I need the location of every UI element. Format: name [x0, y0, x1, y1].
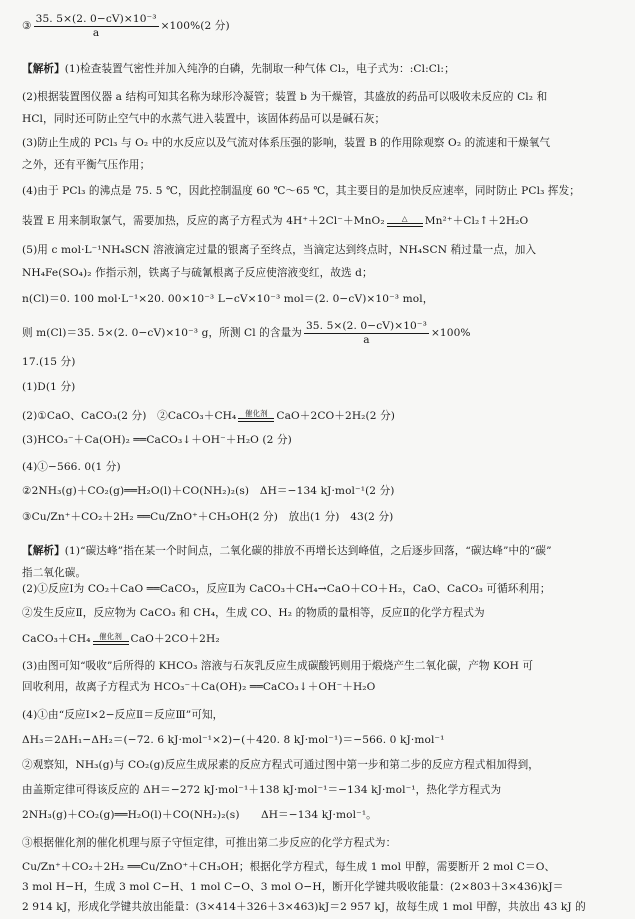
- text-line-l08: [22, 214, 623, 228]
- text-line-l23: [22, 606, 623, 620]
- text-segment: ΔH₃＝2ΔH₁−ΔH₂＝(−72. 6 kJ·mol⁻¹×2)−(＋420. 8 kJ·mol⁻¹)＝−566. 0 kJ·mol⁻¹: [22, 734, 445, 746]
- text-segment: HCl，同时还可防止空气中的水蒸气进入装置中，该固体药品可以是碱石灰；: [22, 113, 386, 125]
- text-line-l29: [22, 758, 623, 772]
- text-line-l24: [22, 632, 623, 646]
- text-line-l09: [22, 243, 623, 257]
- text-segment: ②观察知，NH₃(g)与 CO₂(g)反应生成尿素的反应方程式可通过图中第一步和第二步的反应方程式相加得到，: [22, 759, 539, 771]
- text-segment: CaCO₃＋CH₄: [22, 633, 91, 645]
- text-line-l20: [22, 544, 623, 558]
- reaction-condition-sign: [93, 633, 129, 645]
- text-line-l34: [22, 880, 623, 894]
- text-line-l27: [22, 708, 623, 722]
- text-line-l05: [22, 136, 623, 150]
- text-segment: (3)防止生成的 PCl₃ 与 O₂ 中的水反应以及气流对体系压强的影响，装置 B 的作用除观察 O₂ 的流速和干燥氧气: [22, 137, 551, 149]
- text-segment: (3)HCO₃⁻＋Ca(OH)₂ ══CaCO₃↓＋OH⁻＋H₂O (2 分): [22, 434, 292, 446]
- text-line-l15: [22, 409, 623, 423]
- text-segment: (3)由图可知“吸收”后所得的 KHCO₃ 溶液与石灰乳反应生成碳酸钙则用于煅烧产生二氧化碳，产物 KOH 可: [22, 660, 534, 672]
- fraction-denominator: a: [363, 334, 370, 346]
- text-line-l11: [22, 292, 623, 306]
- text-line-l07: [22, 184, 623, 198]
- text-segment: ②2NH₃(g)＋CO₂(g)══H₂O(l)＋CO(NH₂)₂(s) ΔH＝−134 kJ·mol⁻¹(2 分): [22, 485, 395, 497]
- text-line-l18: [22, 484, 623, 498]
- text-segment: n(Cl)＝0. 100 mol·L⁻¹×20. 00×10⁻³ L−cV×10⁻³ mol＝(2. 0−cV)×10⁻³ mol，: [22, 293, 434, 305]
- text-segment: 2 914 kJ，形成化学键共放出能量：(3×414＋326＋3×463)kJ＝2 957 kJ，故每生成 1 mol 甲醇，共放出 43 kJ 的: [22, 901, 586, 913]
- text-segment: 17.(15 分): [22, 356, 76, 368]
- text-line-l06: [22, 158, 623, 172]
- text-segment: (2)根据装置图仪器 a 结构可知其名称为球形冷凝管；装置 b 为干燥管，其盛放的药品可以吸收未反应的 Cl₂ 和: [22, 91, 548, 103]
- fraction-numerator: 35. 5×(2. 0−cV)×10⁻³: [305, 320, 427, 332]
- equals-bar-icon: [238, 421, 274, 422]
- text-segment: 之外，还有平衡气压作用；: [22, 159, 151, 171]
- text-segment: CaO＋2CO＋2H₂(2 分): [276, 410, 395, 422]
- text-segment: CaO＋2CO＋2H₂: [130, 633, 220, 645]
- text-line-l26: [22, 680, 623, 694]
- text-line-l35: [22, 900, 623, 914]
- text-segment: 3 mol H−H，生成 3 mol C−H、1 mol C−O、3 mol O−H，断开化学键共吸收能量：(2×803＋3×436)kJ＝: [22, 881, 564, 893]
- equals-bar-icon: [238, 418, 274, 419]
- text-line-l30: [22, 783, 623, 797]
- text-line-l33: [22, 860, 623, 874]
- text-segment: ③根据催化剂的催化机理与原子守恒定律，可推出第二步反应的化学方程式为：: [22, 837, 397, 849]
- analysis-label: 【解析】: [22, 545, 65, 557]
- reaction-condition-sign: [238, 410, 274, 422]
- text-segment: NH₄Fe(SO₄)₂ 作指示剂，铁离子与硫氰根离子反应使溶液变红，故选 d；: [22, 267, 373, 279]
- text-segment: ×100%: [430, 327, 471, 339]
- text-segment: 指二氧化碳。: [22, 567, 87, 579]
- reaction-condition: 催化剂: [99, 632, 122, 641]
- text-line-l01: [22, 13, 623, 39]
- equals-bar-icon: [93, 641, 129, 642]
- fraction-denominator: a: [92, 27, 100, 39]
- reaction-condition: △: [401, 214, 408, 223]
- text-segment: 2NH₃(g)＋CO₂(g)══H₂O(l)＋CO(NH₂)₂(s) ΔH＝−134 kJ·mol⁻¹。: [22, 809, 377, 821]
- text-segment: (4)①−566. 0(1 分): [22, 461, 121, 473]
- text-segment: Cu/Zn⁺＋CO₂＋2H₂ ══Cu/ZnO⁺＋CH₃OH；根据化学方程式，每生成 1 mol 甲醇，需要断开 2 mol C＝O、: [22, 861, 556, 873]
- text-segment: (1)检查装置气密性并加入纯净的白磷，先制取一种气体 Cl₂，电子式为：:Cl:Cl:；: [64, 63, 455, 75]
- text-segment: (1)“碳达峰”指在某一个时间点，二氧化碳的排放不再增长达到峰值，之后逐步回落，“碳达峰”中的“碳”: [64, 545, 552, 557]
- text-segment: (1)D(1 分): [22, 381, 76, 393]
- text-line-l31: [22, 808, 623, 822]
- text-line-l03: [22, 90, 623, 104]
- text-segment: (2)①CaO、CaCO₃(2 分) ②CaCO₃＋CH₄: [22, 410, 237, 422]
- text-line-l19: [22, 510, 623, 524]
- text-line-l02: [22, 62, 623, 76]
- text-segment: 则 m(Cl)＝35. 5×(2. 0−cV)×10⁻³ g，所测 Cl 的含量为: [22, 327, 302, 339]
- equals-bar-icon: [93, 644, 129, 645]
- fraction-numerator: 35. 5×(2. 0−cV)×10⁻³: [35, 13, 157, 25]
- text-line-l25: [22, 659, 623, 673]
- text-segment: 回收利用，故离子方程式为 HCO₃⁻＋Ca(OH)₂ ══CaCO₃↓＋OH⁻＋H₂O: [22, 681, 376, 693]
- text-segment: (4)①由“反应Ⅰ×2−反应Ⅱ＝反应Ⅲ”可知，: [22, 709, 224, 721]
- text-segment: (5)用 c mol·L⁻¹NH₄SCN 溶液滴定过量的银离子至终点，当滴定达到终点时，NH₄SCN 稍过量一点，加入: [22, 244, 537, 256]
- equals-bar-icon: [387, 223, 423, 224]
- text-segment: Mn²⁺＋Cl₂↑＋2H₂O: [424, 215, 529, 227]
- text-segment: ②发生反应Ⅱ，反应物为 CaCO₃ 和 CH₄，生成 CO、H₂ 的物质的量相等，反应Ⅱ的化学方程式为: [22, 607, 485, 619]
- fraction: [34, 13, 159, 39]
- reaction-condition-sign: [387, 215, 423, 227]
- text-segment: (4)由于 PCl₃ 的沸点是 75. 5 ℃，因此控制温度 60 ℃～65 ℃，其主要目的是加快反应速率，同时防止 PCl₃ 挥发；: [22, 185, 580, 197]
- text-line-l22: [22, 582, 623, 596]
- text-line-l13: [22, 355, 623, 369]
- text-line-l21: [22, 566, 623, 580]
- text-line-l04: [22, 112, 623, 126]
- text-segment: 装置 E 用来制取氯气，需要加热，反应的离子方程式为 4H⁺＋2Cl⁻＋MnO₂: [22, 215, 385, 227]
- text-line-l12: [22, 320, 623, 346]
- text-line-l28: [22, 733, 623, 747]
- text-line-l10: [22, 266, 623, 280]
- text-line-l17: [22, 460, 623, 474]
- reaction-condition: 催化剂: [244, 409, 268, 418]
- text-line-l14: [22, 380, 623, 394]
- text-segment: ×100%(2 分): [160, 20, 230, 32]
- analysis-label: 【解析】: [22, 63, 65, 75]
- equals-bar-icon: [387, 226, 423, 227]
- text-segment: (2)①反应Ⅰ为 CO₂＋CaO ══CaCO₃，反应Ⅱ为 CaCO₃＋CH₄→CaO＋CO＋H₂，CaO、CaCO₃ 可循环利用；: [22, 583, 551, 595]
- text-segment: 由盖斯定律可得该反应的 ΔH＝−272 kJ·mol⁻¹＋138 kJ·mol⁻¹＝−134 kJ·mol⁻¹，热化学方程式为: [22, 784, 502, 796]
- text-segment: ③Cu/Zn⁺＋CO₂＋2H₂ ══Cu/ZnO⁺＋CH₃OH(2 分) 放出(1 分) 43(2 分): [22, 511, 394, 523]
- fraction: [304, 320, 429, 346]
- text-segment: ③: [22, 20, 32, 32]
- text-line-l16: [22, 433, 623, 447]
- text-line-l32: [22, 836, 623, 850]
